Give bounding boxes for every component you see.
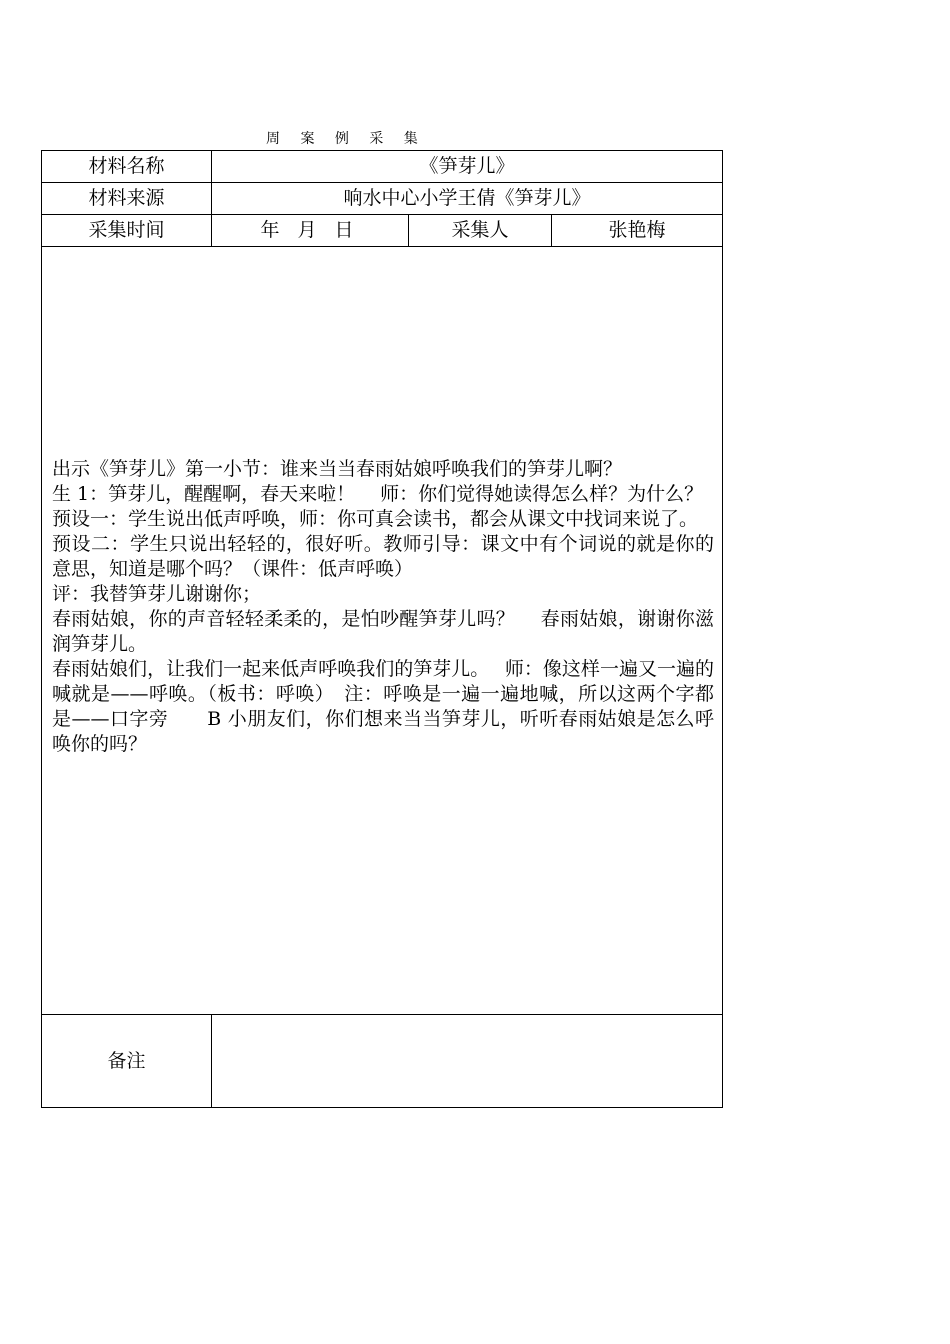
content-paragraph: 春雨姑娘，你的声音轻轻柔柔的，是怕吵醒笋芽儿吗？ 春雨姑娘，谢谢你滋润笋芽儿。 [52,608,715,655]
content-paragraph: 预设一：学生说出低声呼唤，师：你可真会读书，都会从课文中找词来说了。 [52,508,699,530]
content-paragraph: 评：我替笋芽儿谢谢你； [52,583,262,605]
notes-value [212,1015,723,1108]
notes-label: 备注 [42,1015,212,1108]
content-paragraph: 生 1：笋芽儿，醒醒啊，春天来啦！ 师：你们觉得她读得怎么样？为什么？ [52,483,704,505]
collect-time-value: 年 月 日 [212,215,409,247]
material-source-value: 响水中心小学王倩《笋芽儿》 [212,183,723,215]
collector-label: 采集人 [409,215,552,247]
material-name-value: 《笋芽儿》 [212,151,723,183]
notes-row [42,1015,723,1108]
content-paragraph: 预设二：学生只说出轻轻的，很好听。教师引导：课文中有个词说的就是你的意思，知道是哪个吗？（课件：低声呼唤） [52,533,715,580]
collect-time-label: 采集时间 [42,215,212,247]
collect-info-row [42,215,723,247]
case-collection-form [41,150,723,1108]
content-row [42,247,723,1015]
material-name-row [42,151,723,183]
content-paragraph: 春雨姑娘们，让我们一起来低声呼唤我们的笋芽儿。 师：像这样一遍又一遍的喊就是——呼唤。（板书：呼唤） 注：呼唤是一遍一遍地喊，所以这两个字都是——口字旁 B 小朋友们，你们想来当当笋芽儿，听听春雨姑娘是怎么呼唤你的吗？ [52,658,715,755]
material-name-label: 材料名称 [42,151,212,183]
content-paragraph: 出示《笋芽儿》第一小节：谁来当当春雨姑娘呼唤我们的笋芽儿啊？ [52,458,623,480]
content-body [42,247,722,757]
material-source-label: 材料来源 [42,183,212,215]
document-title: 周 案 例 采 集 [266,131,426,147]
content-cell [42,247,723,1015]
collector-value: 张艳梅 [552,215,723,247]
material-source-row [42,183,723,215]
